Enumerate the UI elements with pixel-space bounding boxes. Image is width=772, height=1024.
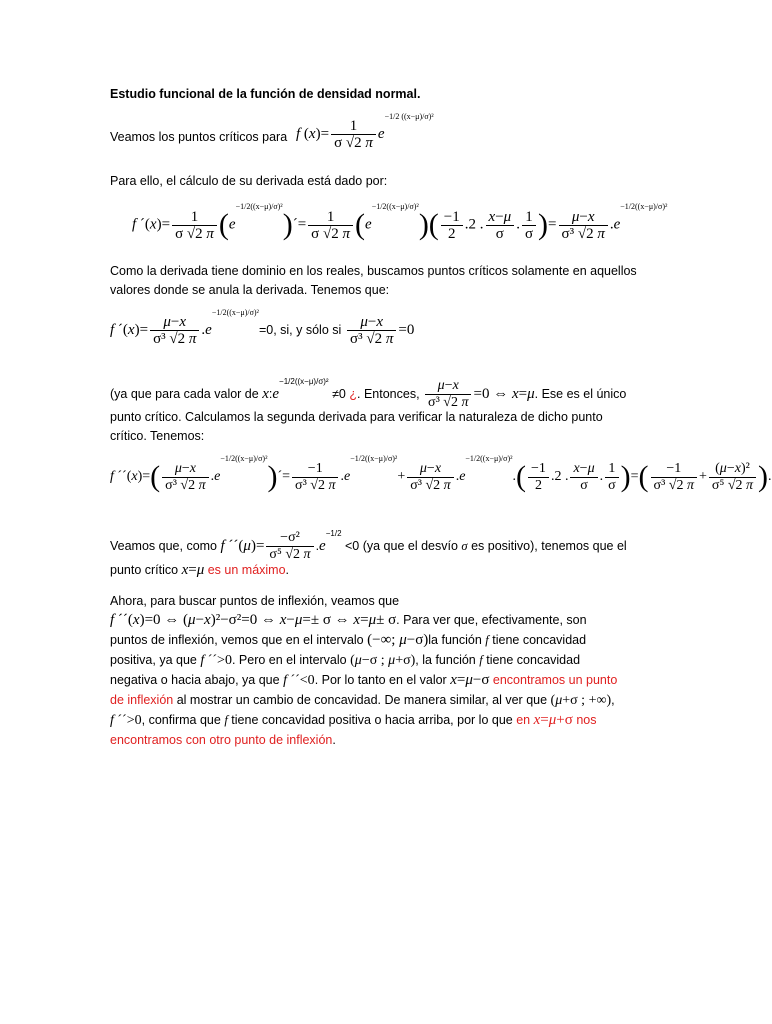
text: negativa o hacia abajo, ya que (110, 673, 280, 687)
paragraph-unique-critical: (ya que para cada valor de $x:e^{-1/2((x-\mu)/\sigma)^2} \ne 0$ ¿. Entonces, $\frac{\mu-x}{\text{σ³ √2 π}}$ =0 ⇔ x=μ. Ese es el único (110, 377, 627, 410)
document-title: Estudio funcional de la función de densidad normal. (110, 87, 421, 101)
paragraph-second-derivative-1: punto crítico. Calculamos la segunda derivada para verificar la naturaleza de dicho punto (110, 410, 603, 424)
text: . Entonces, (357, 386, 420, 401)
paragraph-inflection-3: negativa o hacia abajo, ya que f ´´<0. Por lo tanto en el valor x=μ−σ encontramos un punto (110, 672, 618, 688)
text: (ya que para cada valor de (110, 386, 259, 401)
paragraph-inflection-intro: Ahora, para buscar puntos de inflexión, veamos que (110, 594, 400, 608)
text: (ya que el desvío (362, 538, 458, 553)
highlight-maximum: es un máximo (207, 563, 286, 577)
text: al mostrar un cambio de concavidad. De manera similar, al ver que (176, 693, 548, 707)
text: la función (428, 633, 482, 647)
paragraph-inflection-eq: f ´´(x)=0 ⇔ (μ−x)²−σ²=0 ⇔ x−μ=± σ ⇔ x=μ± σ. Para ver que, efectivamente, son (110, 612, 587, 628)
highlight-inflection-2: de inflexión (110, 693, 174, 707)
text: =0, si, y sólo si (258, 322, 342, 337)
paragraph-maximum-2: punto crítico x=μ es un máximo. (110, 562, 290, 578)
highlight-inflection-3: en (516, 713, 531, 727)
text: , la función (415, 653, 476, 667)
text: punto crítico (110, 563, 179, 577)
paragraph-critical-points (110, 128, 287, 147)
paragraph-inflection-1: puntos de inflexión, vemos que en el intervalo (−∞; μ−σ)la función f tiene concavidad (110, 632, 587, 648)
paragraph-inflection-4: de inflexión al mostrar un cambio de concavidad. De manera similar, al ver que (μ+σ ; +∞), (110, 693, 615, 708)
text: . Para ver que, efectivamente, son (396, 613, 587, 627)
paragraph-derivative-intro: Para ello, el cálculo de su derivada está dado por: (110, 174, 388, 188)
paragraph-second-derivative-2: crítico. Tenemos: (110, 429, 205, 443)
formula-first-derivative: f ´(x)= $\frac{1}{\sigma √2 \pi}$ $(e^{-1/2((x-\mu)/\sigma)^2})´=$ $\frac{1}{\sigma √2 \pi}$ $(e^{-1/2((x-\mu)/\sigma)^2})$( $\frac{-1}{2}$ .2 . $\frac{x-\mu}{\sigma}$ . $\frac{1}{\sigma}$ )= $\frac{\mu-x}{\text{σ³ √2 π}}$ $.e^{-1/2((x-\mu)/\sigma)^2}$ (132, 202, 668, 242)
highlight-inflection-1: encontramos un punto (492, 673, 618, 687)
text: positiva, ya que (110, 653, 197, 667)
formula-derivative-zero: f ´(x)= $\frac{\mu-x}{\text{σ³ √2 π}}$ $.e^{-1/2((x-\mu)/\sigma)^2}=0$, si, y sólo si $\frac{\mu-x}{\text{σ³ √2 π}}$ =0 (110, 308, 415, 347)
text: tiene concavidad positiva o hacia arriba, por lo que (231, 713, 513, 727)
text: , confirma que (141, 713, 221, 727)
formula-density: f (x)= $\frac{1}{\sigma √2 \pi}$ $e^{-1/2 ((x-\mu)/\sigma)^2}$ (296, 112, 434, 151)
text: . Por lo tanto en el valor (314, 673, 447, 687)
paragraph-inflection-2: positiva, ya que f ´´>0. Pero en el intervalo (μ−σ ; μ+σ), la función f tiene concavidad (110, 653, 581, 668)
paragraph-inflection-6: encontramos con otro punto de inflexión. (110, 733, 336, 747)
paragraph-maximum: Veamos que, como f ´´(μ)= $\frac{\text{−σ²}}{\text{σ⁵ √2 π}}$ $.e^{-1/2} <0$ (ya que el desvío σ es positivo), tenemos que el (110, 529, 627, 562)
paragraph-domain-2: valores donde se anula la derivada. Tenemos que: (110, 283, 390, 297)
text: es positivo), tenemos que el (471, 538, 627, 553)
paragraph-domain-1: Como la derivada tiene dominio en los reales, buscamos puntos críticos solamente en aquellos (110, 264, 637, 278)
highlight-inflection-5: encontramos con otro punto de inflexión (110, 733, 333, 747)
formula-second-derivative: f ´´(x)=( $\frac{\mu-x}{\text{σ³ √2 π}}$ $.e^{-1/2((x-\mu)/\sigma)^2})´=$ $\frac{-1}{\text{σ³ √2 π}}$ $.e^{-1/2((x-\mu)/\sigma)^2}+$ $\frac{\mu-x}{\text{σ³ √2 π}}$ $.e^{-1/2((x-\mu)/\sigma)^2}$.( $\frac{-1}{2}$ .2 . $\frac{x-\mu}{\sigma}$ . $\frac{1}{\sigma}$ )=( $\frac{-1}{\text{σ³ √2 π}}$ + $\frac{\text{(μ−x)²}}{\text{σ⁵ √2 π}}$ ). (110, 454, 772, 493)
text: puntos de inflexión, vemos que en el intervalo (110, 633, 364, 647)
text: . Ese es el único (534, 386, 627, 401)
text: Veamos los puntos críticos para (110, 130, 288, 144)
text: Veamos que, como (110, 538, 218, 553)
highlight-inflection-4: nos (576, 713, 597, 727)
text: tiene concavidad (486, 653, 581, 667)
text: . Pero en el intervalo (231, 653, 347, 667)
text: tiene concavidad (492, 633, 587, 647)
paragraph-inflection-5: f ´´>0, confirma que f tiene concavidad positiva o hacia arriba, por lo que en x=μ+σ nos (110, 712, 597, 728)
